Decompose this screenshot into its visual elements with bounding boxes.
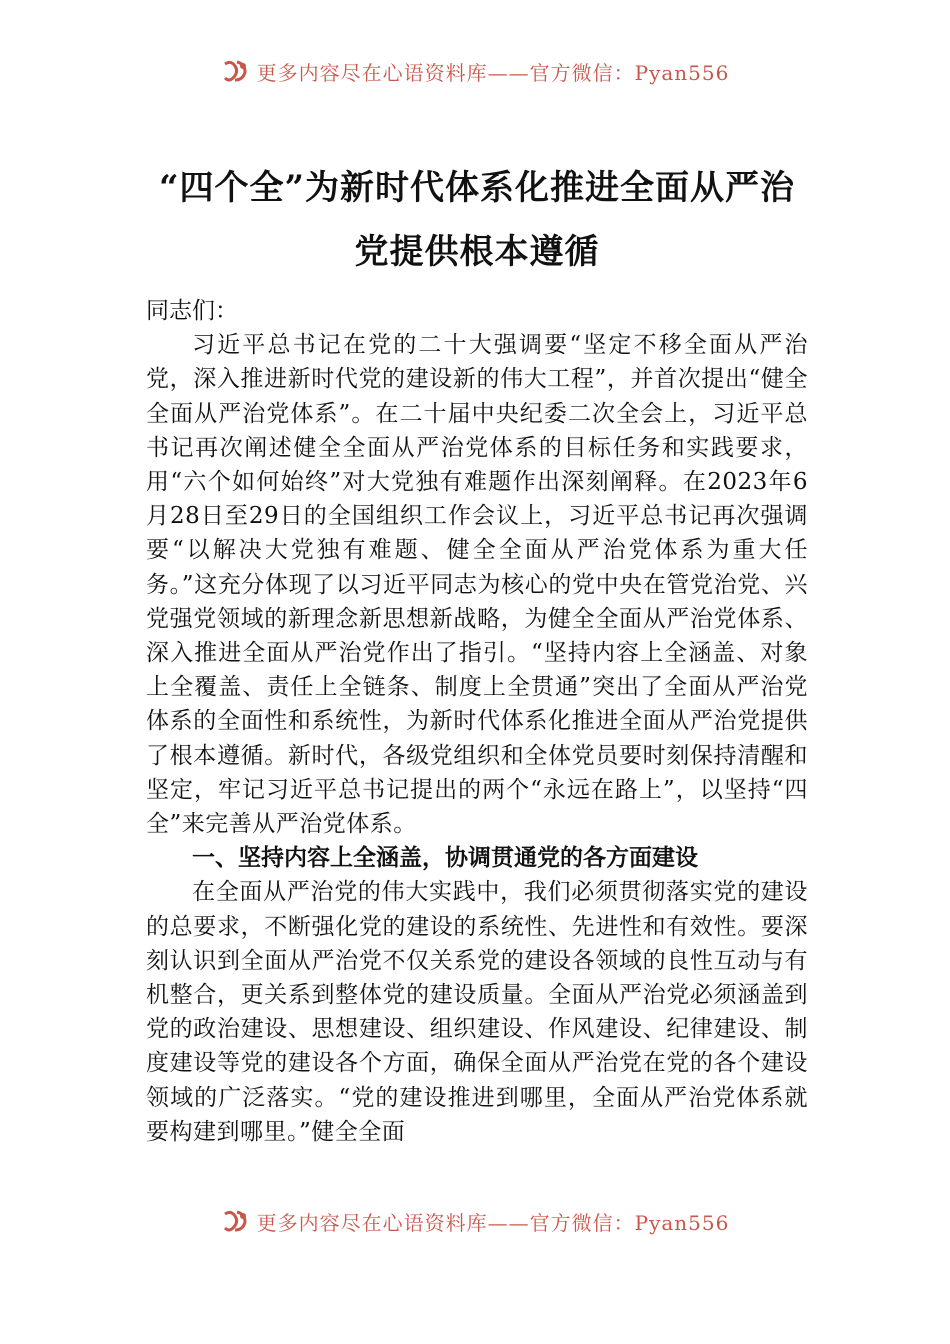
salutation: 同志们： — [146, 298, 238, 324]
title-line-1: “四个全”为新时代体系化推进全面从严治 — [158, 168, 796, 208]
paragraph-2: 在全面从严治党的伟大实践中，我们必须贯彻落实党的建设的总要求，不断强化党的建设的系统性、先进性和有效性。要深刻认识到全面从严治党不仅关系党的建设各领域的良性互动与有机整合，更关系到整体党的建设质量。全面从严治党必须涵盖到党的政治建设、思想建设、组织建设、作风建设、纪律建设、制度建设等党的建设各个方面，确保全面从严治党在党的各个建设领域的广泛落实。“党的建设推进到哪里，全面从严治党体系就要构建到哪里。”健全全面 — [146, 879, 808, 1145]
watermark-text: 更多内容尽在心语资料库——官方微信：Pyan556 — [256, 60, 730, 85]
watermark-banner-top — [0, 56, 950, 86]
watermark-text: 更多内容尽在心语资料库——官方微信：Pyan556 — [256, 1210, 730, 1235]
brand-logo-icon — [221, 1208, 251, 1234]
brand-logo-icon — [221, 58, 251, 84]
title-line-2: 党提供根本遵循 — [354, 232, 600, 272]
watermark-banner-bottom — [0, 1206, 950, 1236]
paragraph-1: 习近平总书记在党的二十大强调要“坚定不移全面从严治党，深入推进新时代党的建设新的伟大工程”，并首次提出“健全全面从严治党体系”。在二十届中央纪委二次全会上，习近平总书记再次阐述健全全面从严治党体系的目标任务和实践要求，用“六个如何始终”对大党独有难题作出深刻阐释。在2023年6月28日至29日的全国组织工作会议上，习近平总书记再次强调要“以解决大党独有难题、健全全面从严治党体系为重大任务。”这充分体现了以习近平同志为核心的党中央在管党治党、兴党强党领域的新理念新思想新战略，为健全全面从严治党体系、深入推进全面从严治党作出了指引。“坚持内容上全涵盖、对象上全覆盖、责任上全链条、制度上全贯通”突出了全面从严治党体系的全面性和系统性，为新时代体系化推进全面从严治党提供了根本遵循。新时代，各级党组织和全体党员要时刻保持清醒和坚定，牢记习近平总书记提出的两个“永远在路上”，以坚持“四全”来完善从严治党体系。 — [146, 332, 808, 838]
document-title — [146, 162, 808, 278]
document-body — [146, 162, 808, 1149]
section-heading-1: 一、坚持内容上全涵盖，协调贯通党的各方面建设 — [192, 845, 698, 872]
